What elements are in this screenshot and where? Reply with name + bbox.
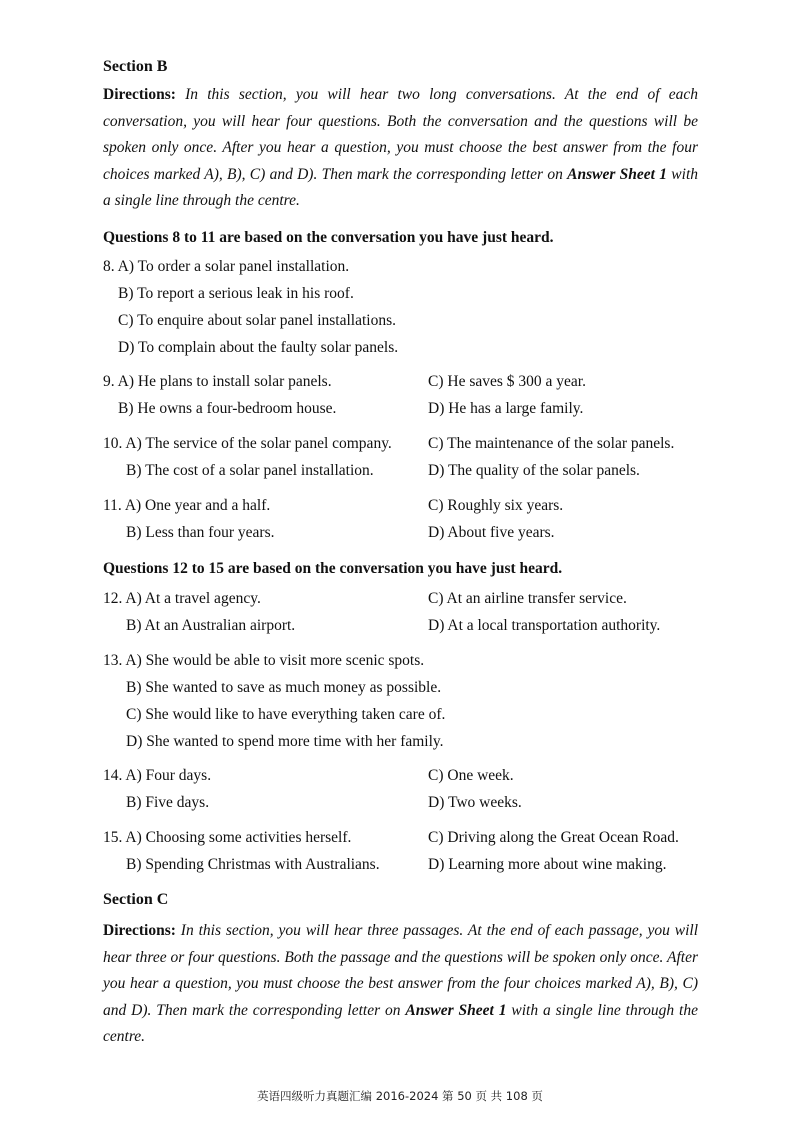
section-c-title: Section C xyxy=(103,891,169,908)
q9-option-c: C) He saves $ 300 a year. xyxy=(428,373,586,390)
q9-option-d: D) He has a large family. xyxy=(428,400,584,417)
directions-text: In this section, you will hear three passages. At the end of each passage, you will hear three or four questions. Both the passage and the questions will be spoken only once. After you hear a question, you must choose the best answer from the four choices marked A), B), C) and D). Then mark the corresponding letter on xyxy=(103,922,698,1019)
q15-option-c: C) Driving along the Great Ocean Road. xyxy=(428,829,679,846)
section-b-directions xyxy=(103,82,698,215)
q10-option-b: B) The cost of a solar panel installation. xyxy=(126,462,374,479)
directions-text: In this section, you will hear two long conversations. At the end of each conversation, you will hear four questions. Both the conversation and the questions will be spoken only once. After you hear a question, you must choose the best answer from the four choices marked A), B), C) and D). Then mark the corresponding letter on xyxy=(103,86,699,183)
q15-option-b: B) Spending Christmas with Australians. xyxy=(126,856,380,873)
q11-option-d: D) About five years. xyxy=(428,524,555,541)
q10-option-a: 10. A) The service of the solar panel company. xyxy=(103,435,392,452)
q9-option-b: B) He owns a four-bedroom house. xyxy=(118,400,337,417)
directions-label: Directions: xyxy=(103,86,176,103)
q11-option-c: C) Roughly six years. xyxy=(428,497,564,514)
q10-option-c: C) The maintenance of the solar panels. xyxy=(428,435,675,452)
section-c-directions xyxy=(103,918,698,1051)
section-b-title: Section B xyxy=(103,58,168,75)
q13-option-c: C) She would like to have everything taken care of. xyxy=(126,706,446,723)
answer-sheet-label: Answer Sheet 1 xyxy=(567,165,668,183)
q13-option-d: D) She wanted to spend more time with her family. xyxy=(126,733,444,750)
q15-option-a: 15. A) Choosing some activities herself. xyxy=(103,829,352,846)
q12-option-c: C) At an airline transfer service. xyxy=(428,590,627,607)
page-footer: 英语四级听力真题汇编 2016-2024 第 50 页 共 108 页 xyxy=(257,1089,543,1103)
q8-option-a: 8. A) To order a solar panel installation. xyxy=(103,258,350,275)
q11-option-b: B) Less than four years. xyxy=(126,524,275,541)
q14-option-d: D) Two weeks. xyxy=(428,794,522,811)
directions-label: Directions: xyxy=(103,922,176,939)
questions-8-11-heading: Questions 8 to 11 are based on the conversation you have just heard. xyxy=(103,229,554,246)
q12-option-d: D) At a local transportation authority. xyxy=(428,617,661,634)
q9-option-a: 9. A) He plans to install solar panels. xyxy=(103,373,332,390)
q8-option-d: D) To complain about the faulty solar panels. xyxy=(118,339,399,356)
q12-option-b: B) At an Australian airport. xyxy=(126,617,296,634)
q11-option-a: 11. A) One year and a half. xyxy=(103,497,271,514)
questions-12-15-heading: Questions 12 to 15 are based on the conversation you have just heard. xyxy=(103,560,563,577)
q14-option-c: C) One week. xyxy=(428,767,514,784)
q10-option-d: D) The quality of the solar panels. xyxy=(428,462,640,479)
q8-option-b: B) To report a serious leak in his roof. xyxy=(118,285,354,302)
q15-option-d: D) Learning more about wine making. xyxy=(428,856,667,873)
q14-option-b: B) Five days. xyxy=(126,794,210,811)
q8-option-c: C) To enquire about solar panel installations. xyxy=(118,312,397,329)
q12-option-a: 12. A) At a travel agency. xyxy=(103,590,261,607)
q13-option-a: 13. A) She would be able to visit more scenic spots. xyxy=(103,652,425,669)
directions-text-end: with a single line through the centre. xyxy=(103,165,698,210)
answer-sheet-label: Answer Sheet 1 xyxy=(405,1001,507,1019)
q13-option-b: B) She wanted to save as much money as possible. xyxy=(126,679,442,696)
directions-text-end: with a single line through the centre. xyxy=(103,1001,698,1046)
q14-option-a: 14. A) Four days. xyxy=(103,767,212,784)
